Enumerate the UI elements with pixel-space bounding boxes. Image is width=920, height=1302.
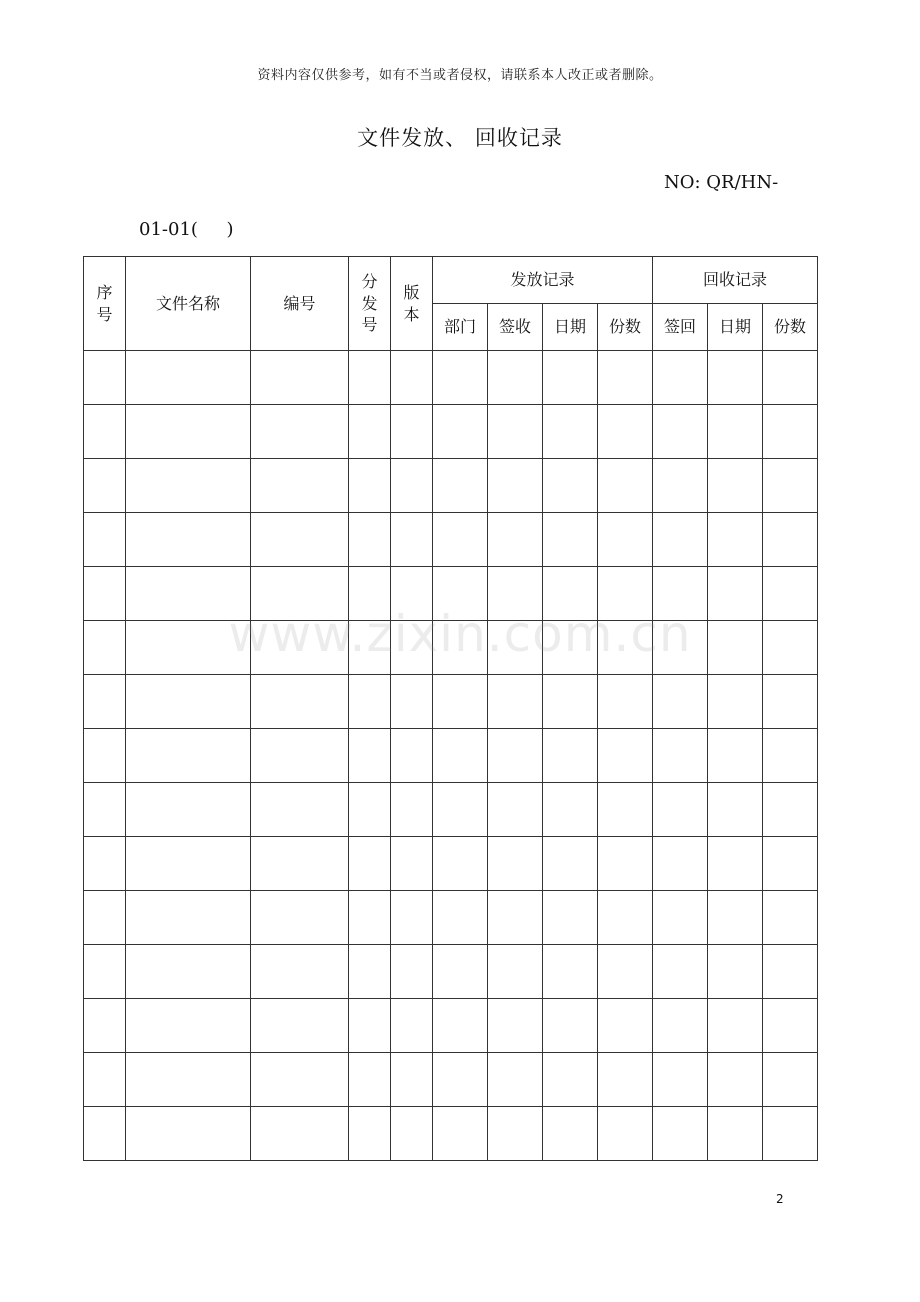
- table-cell[interactable]: [598, 945, 653, 999]
- table-row: [84, 891, 818, 945]
- table-cell[interactable]: [349, 1053, 391, 1107]
- table-cell[interactable]: [488, 405, 543, 459]
- table-cell[interactable]: [763, 783, 818, 837]
- table-cell[interactable]: [763, 837, 818, 891]
- table-cell[interactable]: [84, 1053, 126, 1107]
- table-cell[interactable]: [543, 999, 598, 1053]
- table-cell[interactable]: [708, 621, 763, 675]
- table-cell[interactable]: [126, 837, 251, 891]
- table-cell[interactable]: [598, 1107, 653, 1161]
- table-cell[interactable]: [653, 675, 708, 729]
- header-seq-label: 序号: [96, 282, 113, 324]
- table-cell[interactable]: [543, 405, 598, 459]
- table-cell[interactable]: [598, 1053, 653, 1107]
- table-cell[interactable]: [653, 891, 708, 945]
- table-cell[interactable]: [349, 405, 391, 459]
- header-dist-no-label: 分发号: [361, 272, 378, 335]
- table-cell[interactable]: [598, 513, 653, 567]
- table-cell[interactable]: [653, 621, 708, 675]
- table-cell[interactable]: [391, 675, 433, 729]
- table-cell[interactable]: [708, 567, 763, 621]
- table-row: [84, 513, 818, 567]
- table-cell[interactable]: [391, 729, 433, 783]
- table-cell[interactable]: [763, 999, 818, 1053]
- table-cell[interactable]: [349, 621, 391, 675]
- table-cell[interactable]: [126, 567, 251, 621]
- table-cell[interactable]: [488, 621, 543, 675]
- table-cell[interactable]: [84, 621, 126, 675]
- table-cell[interactable]: [598, 459, 653, 513]
- page-number: 2: [776, 1192, 784, 1206]
- table-cell[interactable]: [126, 1053, 251, 1107]
- table-cell[interactable]: [708, 1053, 763, 1107]
- table-cell[interactable]: [433, 459, 488, 513]
- table-cell[interactable]: [598, 783, 653, 837]
- table-cell[interactable]: [126, 999, 251, 1053]
- table-cell[interactable]: [391, 405, 433, 459]
- header-issue-copies: 份数: [598, 304, 653, 351]
- table-cell[interactable]: [598, 837, 653, 891]
- table-cell[interactable]: [126, 351, 251, 405]
- table-cell[interactable]: [708, 513, 763, 567]
- table-cell[interactable]: [391, 1053, 433, 1107]
- table-cell[interactable]: [349, 837, 391, 891]
- table-cell[interactable]: [349, 513, 391, 567]
- table-row: [84, 675, 818, 729]
- table-cell[interactable]: [433, 405, 488, 459]
- table-row: [84, 567, 818, 621]
- table-cell[interactable]: [708, 999, 763, 1053]
- table-cell[interactable]: [488, 891, 543, 945]
- table-cell[interactable]: [126, 621, 251, 675]
- table-cell[interactable]: [391, 945, 433, 999]
- header-file-name: 文件名称: [126, 257, 251, 351]
- header-dist-no: [349, 257, 391, 351]
- table-cell[interactable]: [598, 675, 653, 729]
- table-cell[interactable]: [349, 891, 391, 945]
- table-row: [84, 729, 818, 783]
- table-cell[interactable]: [763, 405, 818, 459]
- table-row: [84, 351, 818, 405]
- table-cell[interactable]: [653, 837, 708, 891]
- table-cell[interactable]: [488, 1107, 543, 1161]
- table-cell[interactable]: [251, 1107, 349, 1161]
- table-cell[interactable]: [84, 783, 126, 837]
- table-cell[interactable]: [653, 405, 708, 459]
- table-cell[interactable]: [251, 351, 349, 405]
- table-cell[interactable]: [653, 999, 708, 1053]
- table-cell[interactable]: [251, 891, 349, 945]
- table-cell[interactable]: [433, 1107, 488, 1161]
- table-row: [84, 945, 818, 999]
- table-cell[interactable]: [84, 513, 126, 567]
- record-table: [83, 256, 818, 1161]
- table-cell[interactable]: [126, 783, 251, 837]
- table-cell[interactable]: [391, 567, 433, 621]
- table-cell[interactable]: [543, 729, 598, 783]
- table-cell[interactable]: [391, 837, 433, 891]
- table-cell[interactable]: [598, 891, 653, 945]
- table-cell[interactable]: [543, 1053, 598, 1107]
- table-row: [84, 1107, 818, 1161]
- table-cell[interactable]: [251, 459, 349, 513]
- table-cell[interactable]: [84, 837, 126, 891]
- table-cell[interactable]: [84, 567, 126, 621]
- table-cell[interactable]: [543, 675, 598, 729]
- header-version-label: 版本: [403, 282, 420, 324]
- header-issue-sign: 签收: [488, 304, 543, 351]
- table-cell[interactable]: [543, 837, 598, 891]
- table-cell[interactable]: [84, 1107, 126, 1161]
- table-cell[interactable]: [433, 513, 488, 567]
- table-cell[interactable]: [349, 729, 391, 783]
- header-number: 编号: [251, 257, 349, 351]
- table-cell[interactable]: [543, 1107, 598, 1161]
- table-cell[interactable]: [126, 729, 251, 783]
- watermark: www.zixin.com.cn: [228, 605, 692, 663]
- table-cell[interactable]: [708, 783, 763, 837]
- table-cell[interactable]: [433, 567, 488, 621]
- table-cell[interactable]: [251, 837, 349, 891]
- table-cell[interactable]: [488, 783, 543, 837]
- table-cell[interactable]: [653, 729, 708, 783]
- table-row: [84, 459, 818, 513]
- table-cell[interactable]: [598, 351, 653, 405]
- table-cell[interactable]: [653, 1053, 708, 1107]
- table-cell[interactable]: [433, 729, 488, 783]
- header-return-copies: 份数: [763, 304, 818, 351]
- document-number: NO: QR/HN-: [664, 172, 779, 193]
- table-cell[interactable]: [763, 1053, 818, 1107]
- table-cell[interactable]: [251, 405, 349, 459]
- table-cell[interactable]: [126, 1107, 251, 1161]
- header-return-sign: 签回: [653, 304, 708, 351]
- table-cell[interactable]: [543, 351, 598, 405]
- table-cell[interactable]: [391, 783, 433, 837]
- table-cell[interactable]: [391, 513, 433, 567]
- table-cell[interactable]: [653, 459, 708, 513]
- table-cell[interactable]: [653, 945, 708, 999]
- document-title: 文件发放、 回收记录: [357, 126, 563, 150]
- table-cell[interactable]: [763, 1107, 818, 1161]
- table-cell[interactable]: [84, 891, 126, 945]
- table-cell[interactable]: [126, 945, 251, 999]
- table-cell[interactable]: [391, 351, 433, 405]
- table-cell[interactable]: [543, 513, 598, 567]
- table-cell[interactable]: [126, 459, 251, 513]
- table-cell[interactable]: [391, 891, 433, 945]
- table-row: [84, 783, 818, 837]
- table-cell[interactable]: [653, 351, 708, 405]
- header-issue-group: 发放记录: [433, 257, 653, 304]
- table-cell[interactable]: [488, 729, 543, 783]
- table-cell[interactable]: [708, 729, 763, 783]
- table-cell[interactable]: [433, 621, 488, 675]
- table-cell[interactable]: [349, 999, 391, 1053]
- table-cell[interactable]: [763, 513, 818, 567]
- table-cell[interactable]: [84, 405, 126, 459]
- table-cell[interactable]: [708, 459, 763, 513]
- table-cell[interactable]: [391, 459, 433, 513]
- table-cell[interactable]: [598, 999, 653, 1053]
- table-cell[interactable]: [708, 945, 763, 999]
- table-cell[interactable]: [433, 891, 488, 945]
- table-cell[interactable]: [543, 945, 598, 999]
- table-cell[interactable]: [433, 675, 488, 729]
- table-cell[interactable]: [349, 945, 391, 999]
- table-cell[interactable]: [251, 999, 349, 1053]
- table-cell[interactable]: [126, 891, 251, 945]
- table-cell[interactable]: [251, 675, 349, 729]
- table-cell[interactable]: [543, 459, 598, 513]
- table-cell[interactable]: [433, 999, 488, 1053]
- table-cell[interactable]: [349, 783, 391, 837]
- header-note: 资料内容仅供参考，如有不当或者侵权，请联系本人改正或者删除。: [257, 68, 663, 83]
- table-cell[interactable]: [543, 621, 598, 675]
- table-cell[interactable]: [763, 945, 818, 999]
- header-issue-date: 日期: [543, 304, 598, 351]
- table-cell[interactable]: [433, 837, 488, 891]
- table-cell[interactable]: [708, 405, 763, 459]
- table-cell[interactable]: [763, 621, 818, 675]
- table-row: [84, 405, 818, 459]
- table-cell[interactable]: [251, 729, 349, 783]
- table-cell[interactable]: [251, 513, 349, 567]
- table-cell[interactable]: [653, 567, 708, 621]
- table-cell[interactable]: [598, 405, 653, 459]
- table-cell[interactable]: [251, 1053, 349, 1107]
- table-cell[interactable]: [708, 1107, 763, 1161]
- header-version: [391, 257, 433, 351]
- table-cell[interactable]: [84, 351, 126, 405]
- table-cell[interactable]: [763, 891, 818, 945]
- table-cell[interactable]: [763, 729, 818, 783]
- table-cell[interactable]: [349, 459, 391, 513]
- table-cell[interactable]: [653, 1107, 708, 1161]
- header-issue-dept: 部门: [433, 304, 488, 351]
- table-cell[interactable]: [488, 513, 543, 567]
- table-cell[interactable]: [653, 783, 708, 837]
- table-cell[interactable]: [433, 1053, 488, 1107]
- table-cell[interactable]: [488, 837, 543, 891]
- table-row: [84, 1053, 818, 1107]
- record-table-body: [84, 351, 818, 1161]
- table-cell[interactable]: [763, 567, 818, 621]
- table-cell[interactable]: [349, 567, 391, 621]
- table-cell[interactable]: [349, 351, 391, 405]
- table-cell[interactable]: [708, 837, 763, 891]
- table-cell[interactable]: [126, 675, 251, 729]
- table-cell[interactable]: [543, 783, 598, 837]
- table-cell[interactable]: [763, 351, 818, 405]
- table-cell[interactable]: [763, 675, 818, 729]
- table-cell[interactable]: [763, 459, 818, 513]
- table-cell[interactable]: [488, 459, 543, 513]
- table-cell[interactable]: [251, 783, 349, 837]
- table-cell[interactable]: [433, 351, 488, 405]
- table-cell[interactable]: [84, 729, 126, 783]
- table-cell[interactable]: [433, 945, 488, 999]
- table-row: [84, 999, 818, 1053]
- table-cell[interactable]: [598, 729, 653, 783]
- table-cell[interactable]: [708, 891, 763, 945]
- table-cell[interactable]: [126, 405, 251, 459]
- table-row: [84, 621, 818, 675]
- table-row: [84, 837, 818, 891]
- table-cell[interactable]: [708, 351, 763, 405]
- table-cell[interactable]: [543, 891, 598, 945]
- table-cell[interactable]: [488, 945, 543, 999]
- table-cell[interactable]: [126, 513, 251, 567]
- table-cell[interactable]: [598, 567, 653, 621]
- table-cell[interactable]: [84, 945, 126, 999]
- table-cell[interactable]: [251, 621, 349, 675]
- table-cell[interactable]: [391, 1107, 433, 1161]
- table-cell[interactable]: [598, 621, 653, 675]
- header-seq: [84, 257, 126, 351]
- document-number-continued: 01-01( ): [139, 219, 234, 240]
- table-cell[interactable]: [433, 783, 488, 837]
- table-cell[interactable]: [349, 1107, 391, 1161]
- table-cell[interactable]: [391, 621, 433, 675]
- table-cell[interactable]: [653, 513, 708, 567]
- table-cell[interactable]: [488, 351, 543, 405]
- header-return-group: 回收记录: [653, 257, 818, 304]
- table-cell[interactable]: [488, 675, 543, 729]
- table-cell[interactable]: [84, 675, 126, 729]
- table-cell[interactable]: [84, 459, 126, 513]
- table-cell[interactable]: [251, 945, 349, 999]
- table-cell[interactable]: [488, 1053, 543, 1107]
- table-cell[interactable]: [543, 567, 598, 621]
- table-cell[interactable]: [84, 999, 126, 1053]
- table-cell[interactable]: [708, 675, 763, 729]
- table-cell[interactable]: [488, 999, 543, 1053]
- header-return-date: 日期: [708, 304, 763, 351]
- table-cell[interactable]: [488, 567, 543, 621]
- table-cell[interactable]: [391, 999, 433, 1053]
- table-cell[interactable]: [251, 567, 349, 621]
- table-cell[interactable]: [349, 675, 391, 729]
